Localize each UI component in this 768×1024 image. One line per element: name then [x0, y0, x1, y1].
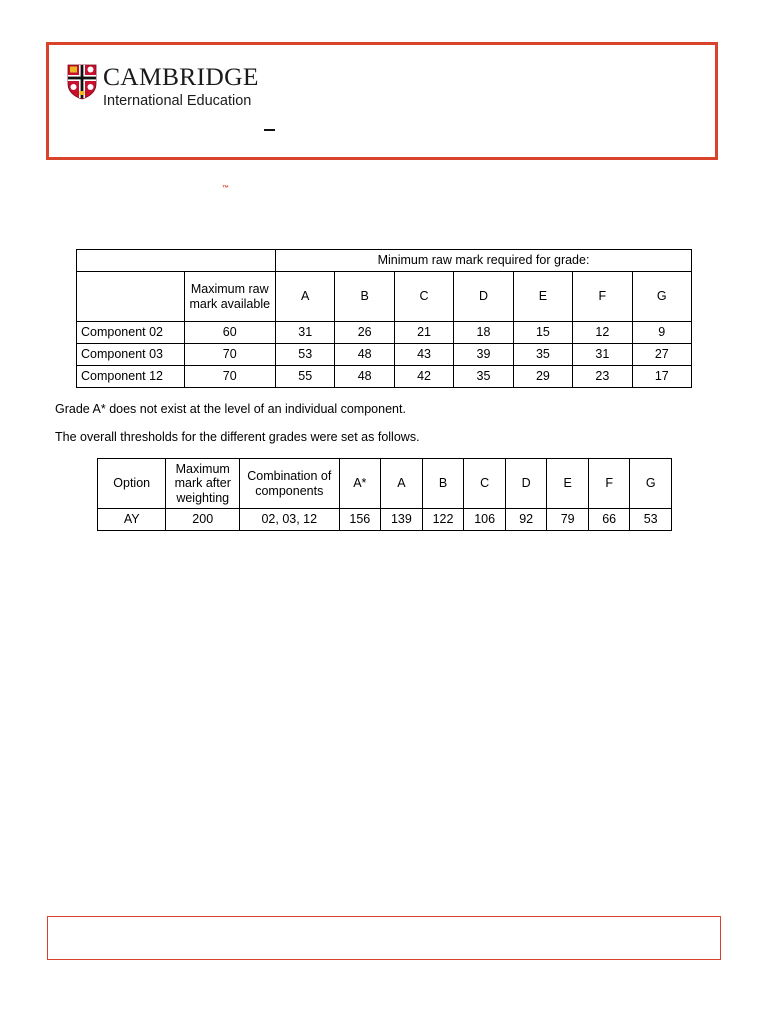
table-row	[77, 366, 692, 388]
mark-cell: 9	[632, 322, 691, 344]
table-header-row	[77, 272, 692, 322]
table-row	[98, 509, 672, 531]
table-row	[77, 344, 692, 366]
max-raw-cell: 70	[184, 366, 276, 388]
component-name: Component 02	[77, 322, 185, 344]
overall-note: The overall thresholds for the different grades were set as follows.	[55, 430, 420, 444]
mark-cell: 31	[573, 344, 632, 366]
title-dash	[264, 129, 275, 131]
grade-header: A	[276, 272, 335, 322]
max-raw-cell: 70	[184, 344, 276, 366]
blank-header-cell	[77, 250, 276, 272]
max-raw-header: Maximum raw mark available	[184, 272, 276, 322]
grade-header: A*	[339, 459, 381, 509]
combination-header: Combination of components	[240, 459, 339, 509]
group-header: Minimum raw mark required for grade:	[276, 250, 692, 272]
astar-note: Grade A* does not exist at the level of an individual component.	[55, 402, 406, 416]
threshold-cell: 92	[505, 509, 546, 531]
grade-header: F	[573, 272, 632, 322]
mark-cell: 39	[454, 344, 513, 366]
grade-header: F	[588, 459, 629, 509]
threshold-cell: 66	[588, 509, 629, 531]
option-cell: AY	[98, 509, 166, 531]
grade-header: G	[632, 272, 691, 322]
grade-header: B	[422, 459, 464, 509]
mark-cell: 15	[513, 322, 572, 344]
mark-cell: 29	[513, 366, 572, 388]
brand-name: CAMBRIDGE	[103, 62, 259, 91]
grade-header: E	[513, 272, 572, 322]
max-raw-cell: 60	[184, 322, 276, 344]
mark-cell: 12	[573, 322, 632, 344]
mark-cell: 26	[335, 322, 394, 344]
grade-header: C	[464, 459, 506, 509]
option-header: Option	[98, 459, 166, 509]
grade-header: G	[630, 459, 672, 509]
header-box	[46, 42, 718, 160]
threshold-cell: 122	[422, 509, 464, 531]
footer-box	[47, 916, 721, 960]
grade-header: B	[335, 272, 394, 322]
mark-cell: 18	[454, 322, 513, 344]
mark-cell: 35	[454, 366, 513, 388]
grade-header: E	[547, 459, 588, 509]
mark-cell: 48	[335, 344, 394, 366]
combination-cell: 02, 03, 12	[240, 509, 339, 531]
component-name: Component 03	[77, 344, 185, 366]
table-row	[77, 322, 692, 344]
mark-cell: 43	[394, 344, 453, 366]
mark-cell: 35	[513, 344, 572, 366]
blank-header-cell	[77, 272, 185, 322]
mark-cell: 55	[276, 366, 335, 388]
threshold-cell: 53	[630, 509, 672, 531]
mark-cell: 48	[335, 366, 394, 388]
trademark-mark: ™	[222, 185, 229, 192]
mark-cell: 42	[394, 366, 453, 388]
mark-cell: 27	[632, 344, 691, 366]
max-weighted-header: Maximum mark after weighting	[166, 459, 240, 509]
mark-cell: 31	[276, 322, 335, 344]
table-header-row	[77, 250, 692, 272]
overall-thresholds-table	[97, 458, 672, 531]
mark-cell: 17	[632, 366, 691, 388]
mark-cell: 53	[276, 344, 335, 366]
grade-header: D	[454, 272, 513, 322]
cambridge-logo	[67, 63, 259, 109]
grade-header: C	[394, 272, 453, 322]
table-header-row	[98, 459, 672, 509]
mark-cell: 21	[394, 322, 453, 344]
crest-icon	[67, 64, 97, 100]
threshold-cell: 79	[547, 509, 588, 531]
brand-subtitle: International Education	[103, 93, 252, 109]
max-weighted-cell: 200	[166, 509, 240, 531]
mark-cell: 23	[573, 366, 632, 388]
threshold-cell: 156	[339, 509, 381, 531]
grade-header: A	[381, 459, 423, 509]
threshold-cell: 139	[381, 509, 423, 531]
component-thresholds-table	[76, 249, 692, 388]
grade-header: D	[505, 459, 546, 509]
threshold-cell: 106	[464, 509, 506, 531]
component-name: Component 12	[77, 366, 185, 388]
